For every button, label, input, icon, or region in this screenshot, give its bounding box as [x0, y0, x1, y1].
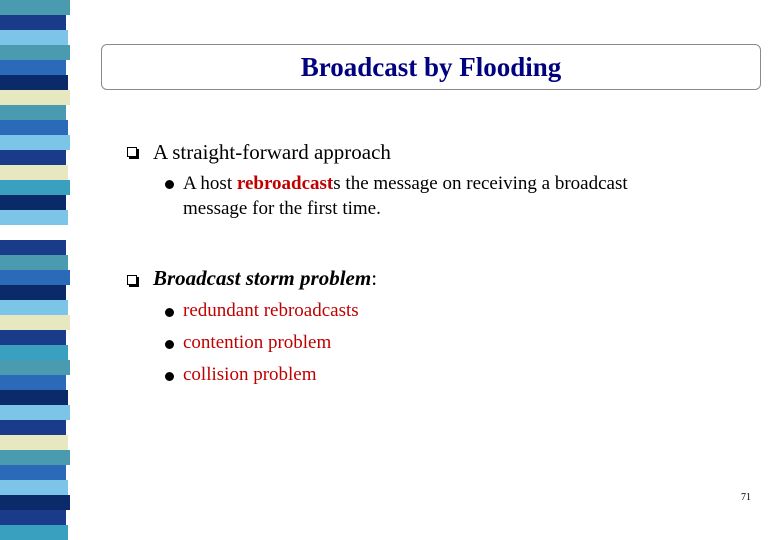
stripe-band [0, 510, 66, 525]
stripe-band [0, 240, 66, 255]
stripe-band [0, 300, 68, 315]
stripe-band [0, 450, 70, 465]
stripe-band [0, 15, 66, 30]
dot-bullet-icon [165, 372, 174, 381]
stripe-band [0, 390, 68, 405]
stripe-band [0, 135, 70, 150]
dot-bullet-icon [165, 180, 174, 189]
stripe-band [0, 165, 68, 180]
stripe-band [0, 60, 66, 75]
rebroadcast-term: rebroadcast [236, 173, 334, 194]
sub-bullet-rebroadcast: A host rebroadcasts the message on receiving a broadcast [183, 173, 628, 194]
stripe-band [0, 90, 70, 105]
decorative-stripe [0, 0, 70, 540]
stripe-band [0, 150, 66, 165]
stripe-band [0, 45, 70, 60]
stripe-band [0, 315, 70, 330]
stripe-band [0, 330, 66, 345]
stripe-band [0, 105, 66, 120]
storm-item: collision problem [183, 364, 317, 385]
slide-title: Broadcast by Flooding [300, 51, 562, 82]
square-bullet-icon [127, 275, 137, 285]
square-bullet-icon [127, 147, 137, 157]
stripe-band [0, 495, 70, 510]
stripe-band [0, 375, 66, 390]
stripe-band [0, 480, 68, 495]
dot-bullet-icon [165, 308, 174, 317]
storm-item: redundant rebroadcasts [183, 300, 359, 321]
stripe-band [0, 0, 70, 15]
stripe-band [0, 465, 66, 480]
dot-bullet-icon [165, 340, 174, 349]
bullet-approach: A straight-forward approach [153, 140, 391, 164]
stripe-band [0, 270, 70, 285]
stripe-band [0, 435, 68, 450]
stripe-band [0, 225, 70, 240]
stripe-band [0, 180, 70, 195]
title-box [101, 44, 761, 90]
bullet-storm: Broadcast storm problem: [153, 266, 378, 290]
storm-item: contention problem [183, 332, 332, 353]
stripe-band [0, 525, 68, 540]
stripe-band [0, 345, 68, 360]
stripe-band [0, 285, 66, 300]
stripe-band [0, 195, 66, 210]
sub-bullet-rebroadcast-line2: message for the first time. [183, 198, 381, 219]
stripe-band [0, 360, 70, 375]
stripe-band [0, 120, 68, 135]
stripe-band [0, 30, 68, 45]
stripe-band [0, 420, 66, 435]
stripe-band [0, 210, 68, 225]
stripe-band [0, 255, 68, 270]
stripe-band [0, 405, 70, 420]
page-number: 71 [741, 492, 751, 503]
stripe-band [0, 75, 68, 90]
